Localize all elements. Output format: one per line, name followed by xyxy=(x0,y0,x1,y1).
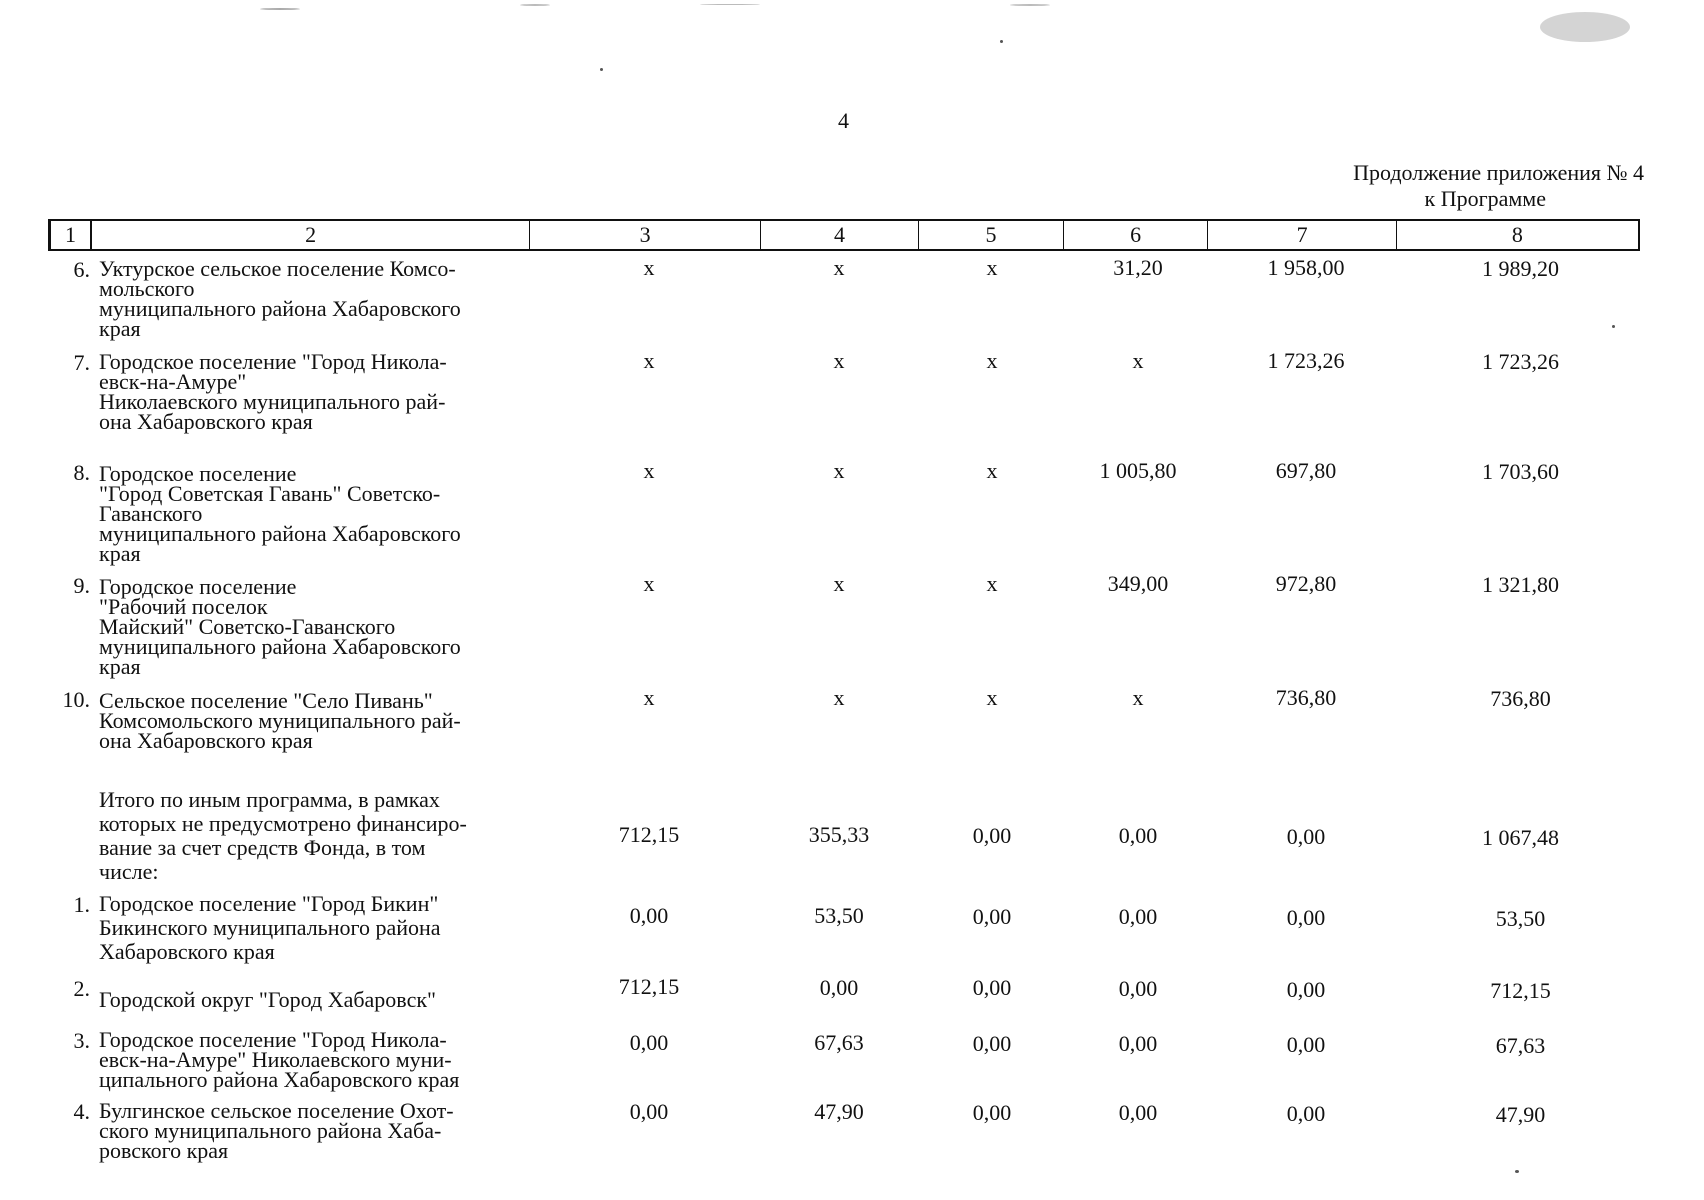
cell-col-7: 697,80 xyxy=(1275,458,1337,483)
cell-col-8: 1 723,26 xyxy=(1482,349,1559,374)
cell-col-3: x xyxy=(643,685,655,710)
header-col-4: 4 xyxy=(761,221,920,249)
cell-col-5: 0,00 xyxy=(972,1031,1012,1056)
row-name: Городское поселение "Город Бикин" Бикинского муниципального района Хабаровского края xyxy=(99,891,441,964)
cell-col-5: x xyxy=(986,685,998,710)
cell-col-6: 0,00 xyxy=(1118,1100,1158,1125)
cell-col-6: 0,00 xyxy=(1118,904,1158,929)
cell-col-8: 1 989,20 xyxy=(1482,256,1559,281)
page-number: 4 xyxy=(838,108,849,133)
cell-col-3: 0,00 xyxy=(629,903,669,928)
cell-col-3: x xyxy=(643,458,655,483)
cell-col-5: x xyxy=(986,571,998,596)
cell-col-6: x xyxy=(1132,685,1144,710)
row-name: Булгинское сельское поселение Охот- ского муниципального района Хаба- ровского края xyxy=(99,1098,454,1163)
row-name: Уктурское сельское поселение Комсо- мольского муниципального района Хабаровского края xyxy=(99,256,461,341)
cell-col-5: 0,00 xyxy=(972,975,1012,1000)
row-name: Городское поселение "Город Советская Гавань" Советско- Гаванского муниципального района Хабаровского края xyxy=(99,461,461,566)
cell-col-3: 712,15 xyxy=(618,822,680,847)
header-col-2: 2 xyxy=(92,221,531,249)
cell-col-6: x xyxy=(1132,348,1144,373)
appendix-title: Продолжение приложения № 4 xyxy=(1353,160,1644,185)
row-name: Городское поселение "Рабочий поселок Майский" Советско-Гаванского муниципального района Хабаровского края xyxy=(99,574,461,679)
appendix-subtitle: к Программе xyxy=(1424,186,1546,211)
row-number: 8. xyxy=(73,460,90,485)
cell-col-8: 1 321,80 xyxy=(1482,572,1559,597)
cell-col-8: 1 067,48 xyxy=(1482,825,1559,850)
cell-col-5: x xyxy=(986,255,998,280)
row-name: Итого по иным программа, в рамках которых не предусмотрено финансиро- вание за счет средств Фонда, в том числе: xyxy=(99,787,467,884)
cell-col-3: x xyxy=(643,348,655,373)
row-number: 3. xyxy=(73,1028,90,1053)
cell-col-7: 0,00 xyxy=(1286,824,1326,849)
cell-col-5: 0,00 xyxy=(972,904,1012,929)
row-name: Городское поселение "Город Никола- евск-на-Амуре" Николаевского муниципального рай- она Хабаровского края xyxy=(99,349,447,434)
cell-col-4: 0,00 xyxy=(819,975,859,1000)
header-col-5: 5 xyxy=(919,221,1064,249)
header-col-7: 7 xyxy=(1208,221,1396,249)
header-col-8: 8 xyxy=(1511,222,1523,247)
cell-col-4: 47,90 xyxy=(814,1099,864,1124)
cell-col-8: 736,80 xyxy=(1490,686,1551,711)
header-col-3: 3 xyxy=(530,221,760,249)
cell-col-7: 1 958,00 xyxy=(1267,255,1345,280)
row-name: Городской округ "Город Хабаровск" xyxy=(99,987,437,1012)
cell-col-6: 1 005,80 xyxy=(1099,458,1177,483)
header-col-1: 1 xyxy=(51,221,92,249)
row-number: 1. xyxy=(73,892,90,917)
cell-col-7: 0,00 xyxy=(1286,1032,1326,1057)
cell-col-7: 0,00 xyxy=(1286,1101,1326,1126)
cell-col-4: x xyxy=(833,348,845,373)
header-col-6: 6 xyxy=(1064,221,1209,249)
cell-col-4: x xyxy=(833,458,845,483)
cell-col-5: x xyxy=(986,348,998,373)
cell-col-6: 31,20 xyxy=(1113,255,1163,280)
row-number: 10. xyxy=(62,687,90,712)
cell-col-6: 0,00 xyxy=(1118,823,1158,848)
cell-col-6: 0,00 xyxy=(1118,1031,1158,1056)
row-name: Сельское поселение "Село Пивань" Комсомольского муниципального рай- она Хабаровского края xyxy=(99,688,461,753)
cell-col-7: 736,80 xyxy=(1275,685,1337,710)
cell-col-6: 349,00 xyxy=(1107,571,1169,596)
cell-col-8: 47,90 xyxy=(1495,1102,1546,1127)
cell-col-7: 1 723,26 xyxy=(1267,348,1345,373)
cell-col-8: 712,15 xyxy=(1490,978,1551,1003)
cell-col-4: x xyxy=(833,255,845,280)
row-number: 9. xyxy=(73,573,90,598)
cell-col-3: x xyxy=(643,255,655,280)
cell-col-7: 0,00 xyxy=(1286,977,1326,1002)
cell-col-4: 355,33 xyxy=(808,822,870,847)
cell-col-3: x xyxy=(643,571,655,596)
table-header xyxy=(48,219,1640,251)
cell-col-8: 1 703,60 xyxy=(1482,459,1559,484)
cell-col-5: 0,00 xyxy=(972,823,1012,848)
row-number: 7. xyxy=(73,350,90,375)
row-name: Городское поселение "Город Никола- евск-на-Амуре" Николаевского муни- ципального района Хабаровского края xyxy=(99,1027,460,1092)
cell-col-3: 712,15 xyxy=(618,974,680,999)
cell-col-4: 53,50 xyxy=(814,903,864,928)
row-number: 6. xyxy=(73,257,90,282)
cell-col-6: 0,00 xyxy=(1118,976,1158,1001)
cell-col-3: 0,00 xyxy=(629,1099,669,1124)
cell-col-7: 0,00 xyxy=(1286,905,1326,930)
cell-col-8: 53,50 xyxy=(1495,906,1546,931)
cell-col-4: 67,63 xyxy=(814,1030,864,1055)
cell-col-3: 0,00 xyxy=(629,1030,669,1055)
cell-col-5: 0,00 xyxy=(972,1100,1012,1125)
cell-col-5: x xyxy=(986,458,998,483)
cell-col-4: x xyxy=(833,685,845,710)
cell-col-8: 67,63 xyxy=(1495,1033,1546,1058)
cell-col-4: x xyxy=(833,571,845,596)
row-number: 4. xyxy=(73,1099,90,1124)
row-number: 2. xyxy=(73,976,90,1001)
appendix-note xyxy=(1353,160,1644,212)
cell-col-7: 972,80 xyxy=(1275,571,1337,596)
